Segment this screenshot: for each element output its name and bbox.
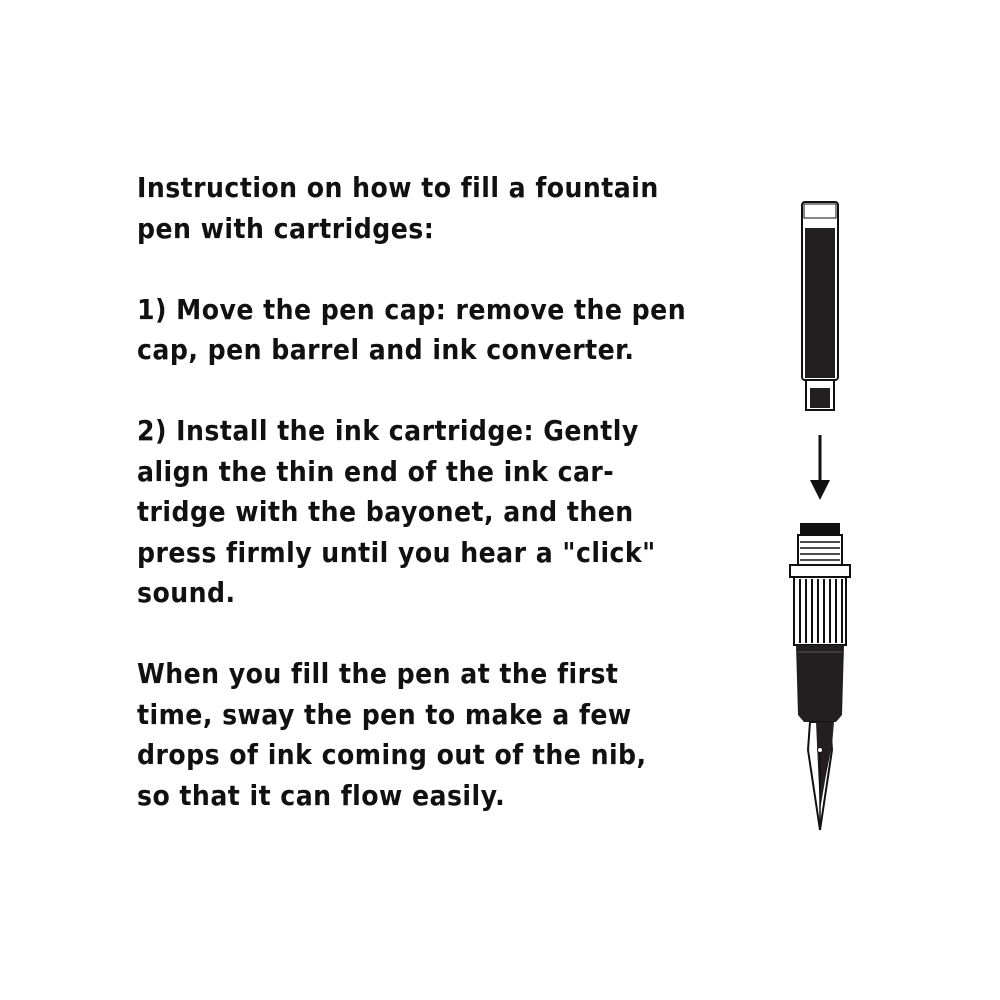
text-line: 2) Install the ink cartridge: Gently <box>137 414 639 447</box>
text-line: drops of ink coming out of the nib, <box>137 738 647 771</box>
note-paragraph <box>137 654 677 816</box>
pen-cartridge-illustration <box>780 190 860 840</box>
ink-cartridge-icon <box>802 202 838 410</box>
text-line: tridge with the bayonet, and then <box>137 495 634 528</box>
text-line: so that it can flow easily. <box>137 778 506 812</box>
step-1-paragraph <box>137 290 687 371</box>
text-line: align the thin end of the ink car- <box>137 454 615 488</box>
fountain-pen-icon <box>790 523 850 830</box>
text-line: 1) Move the pen cap: remove the pen <box>137 292 687 326</box>
step-2-paragraph <box>137 411 677 614</box>
instructions-text <box>137 168 687 816</box>
intro-paragraph <box>137 168 677 249</box>
text-line: sound. <box>137 576 236 609</box>
text-line: cap, pen barrel and ink converter. <box>137 333 635 366</box>
arrow-down-icon <box>810 435 830 500</box>
text-line: pen with cartridges: <box>137 211 435 245</box>
text-line: press firmly until you hear a "click" <box>137 535 656 569</box>
text-line: time, sway the pen to make a few <box>137 697 632 731</box>
text-line: When you fill the pen at the first <box>137 657 619 690</box>
text-line: Instruction on how to fill a fountain <box>137 171 659 204</box>
